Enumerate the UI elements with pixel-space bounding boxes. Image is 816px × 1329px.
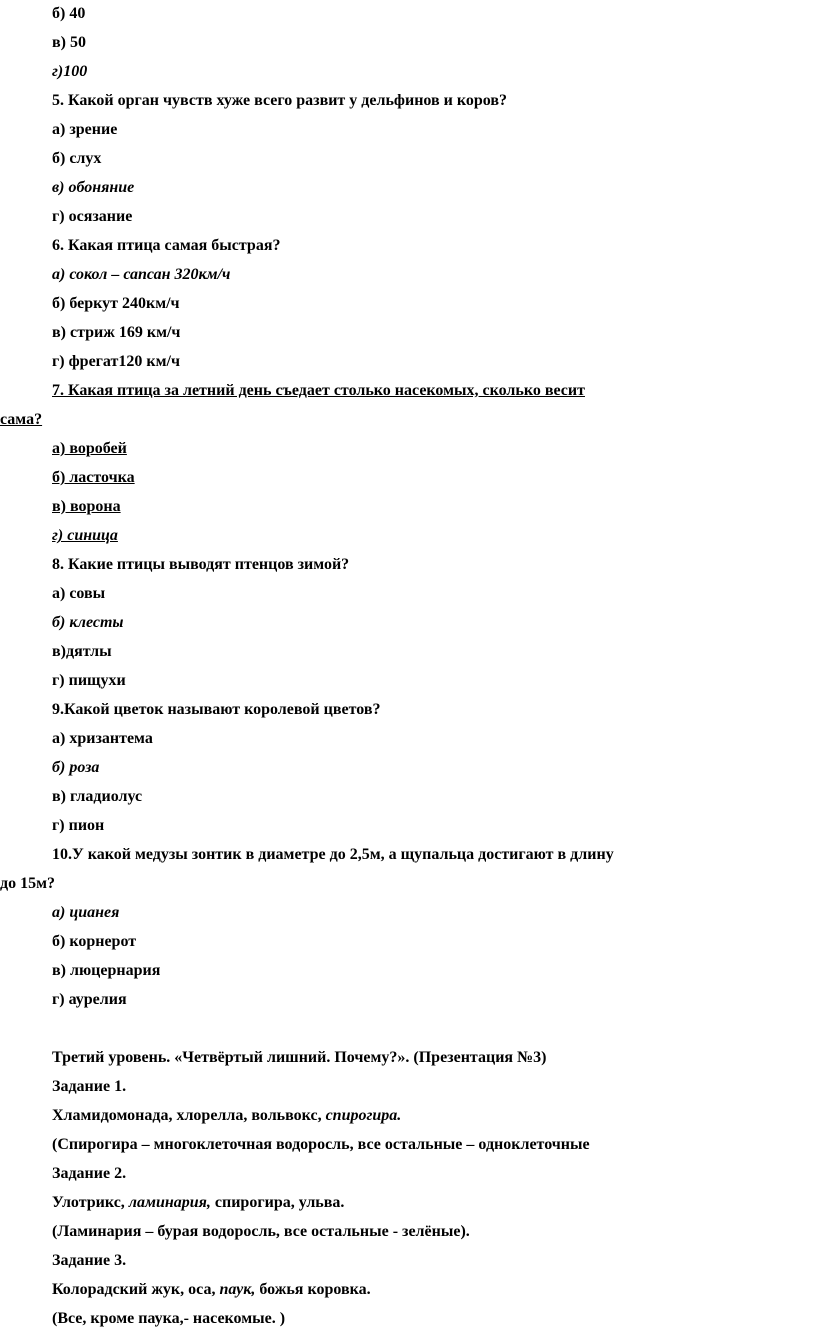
answer-option: г) пищухи bbox=[52, 672, 126, 689]
answer-option: б) слух bbox=[52, 150, 102, 167]
answer-option-correct: а) цианея bbox=[52, 904, 120, 921]
odd-one-out: спирогира. bbox=[325, 1107, 402, 1124]
section-heading: Третий уровень. «Четвёртый лишний. Почему?». (Презентация №3) bbox=[52, 1049, 547, 1066]
task-items-text: Хламидомонада, хлорелла, вольвокс, bbox=[52, 1107, 322, 1124]
answer-option-correct: в) обоняние bbox=[52, 179, 135, 196]
task-items-text: Улотрикс, bbox=[52, 1194, 125, 1211]
question-9: 9.Какой цветок называют королевой цветов? bbox=[52, 701, 381, 718]
answer-option: в)дятлы bbox=[52, 643, 112, 660]
answer-option-correct: а) сокол – сапсан 320км/ч bbox=[52, 266, 231, 283]
task-explanation: (Все, кроме паука,- насекомые. ) bbox=[52, 1310, 286, 1327]
answer-option: г) фрегат120 км/ч bbox=[52, 353, 180, 370]
answer-option: в) ворона bbox=[52, 498, 121, 515]
question-6: 6. Какая птица самая быстрая? bbox=[52, 237, 281, 254]
task-items-text: Колорадский жук, оса, bbox=[52, 1281, 216, 1298]
answer-option: в) гладиолус bbox=[52, 788, 143, 805]
question-7: 7. Какая птица за летний день съедает столько насекомых, сколько весит bbox=[52, 382, 585, 399]
answer-option: в) люцернария bbox=[52, 962, 161, 979]
question-7-continuation: сама? bbox=[0, 411, 43, 428]
answer-option: а) зрение bbox=[52, 121, 118, 138]
task-items-text: спирогира, ульва. bbox=[214, 1194, 345, 1211]
answer-option: а) хризантема bbox=[52, 730, 153, 747]
task-heading: Задание 2. bbox=[52, 1165, 127, 1182]
task-items-text: божья коровка. bbox=[259, 1281, 371, 1298]
question-10-continuation: до 15м? bbox=[0, 875, 55, 892]
answer-option: г) пион bbox=[52, 817, 105, 834]
answer-option: а) воробей bbox=[52, 440, 127, 457]
task-items bbox=[52, 1106, 401, 1126]
answer-option: в) 50 bbox=[52, 34, 86, 51]
task-items bbox=[52, 1280, 371, 1300]
task-explanation: (Ламинария – бурая водоросль, все остальные - зелёные). bbox=[52, 1223, 470, 1240]
answer-option: б) 40 bbox=[52, 5, 86, 22]
answer-option-correct: б) роза bbox=[52, 759, 100, 776]
odd-one-out: ламинария, bbox=[128, 1194, 211, 1211]
answer-option: г) аурелия bbox=[52, 991, 127, 1008]
answer-option-correct: б) клесты bbox=[52, 614, 124, 631]
answer-option: б) ласточка bbox=[52, 469, 135, 486]
answer-option: г) осязание bbox=[52, 208, 133, 225]
answer-option: а) совы bbox=[52, 585, 106, 602]
task-items bbox=[52, 1193, 344, 1213]
question-5: 5. Какой орган чувств хуже всего развит у дельфинов и коров? bbox=[52, 92, 508, 109]
task-heading: Задание 1. bbox=[52, 1078, 127, 1095]
answer-option: б) беркут 240км/ч bbox=[52, 295, 180, 312]
task-explanation: (Спирогира – многоклеточная водоросль, все остальные – одноклеточные bbox=[52, 1136, 590, 1153]
answer-option: б) корнерот bbox=[52, 933, 137, 950]
answer-option: в) стриж 169 км/ч bbox=[52, 324, 181, 341]
odd-one-out: паук, bbox=[219, 1281, 256, 1298]
task-heading: Задание 3. bbox=[52, 1252, 127, 1269]
answer-option-correct: г) синица bbox=[52, 527, 118, 544]
answer-option-correct: г)100 bbox=[52, 63, 88, 80]
question-8: 8. Какие птицы выводят птенцов зимой? bbox=[52, 556, 350, 573]
question-10: 10.У какой медузы зонтик в диаметре до 2,5м, а щупальца достигают в длину bbox=[52, 846, 614, 863]
